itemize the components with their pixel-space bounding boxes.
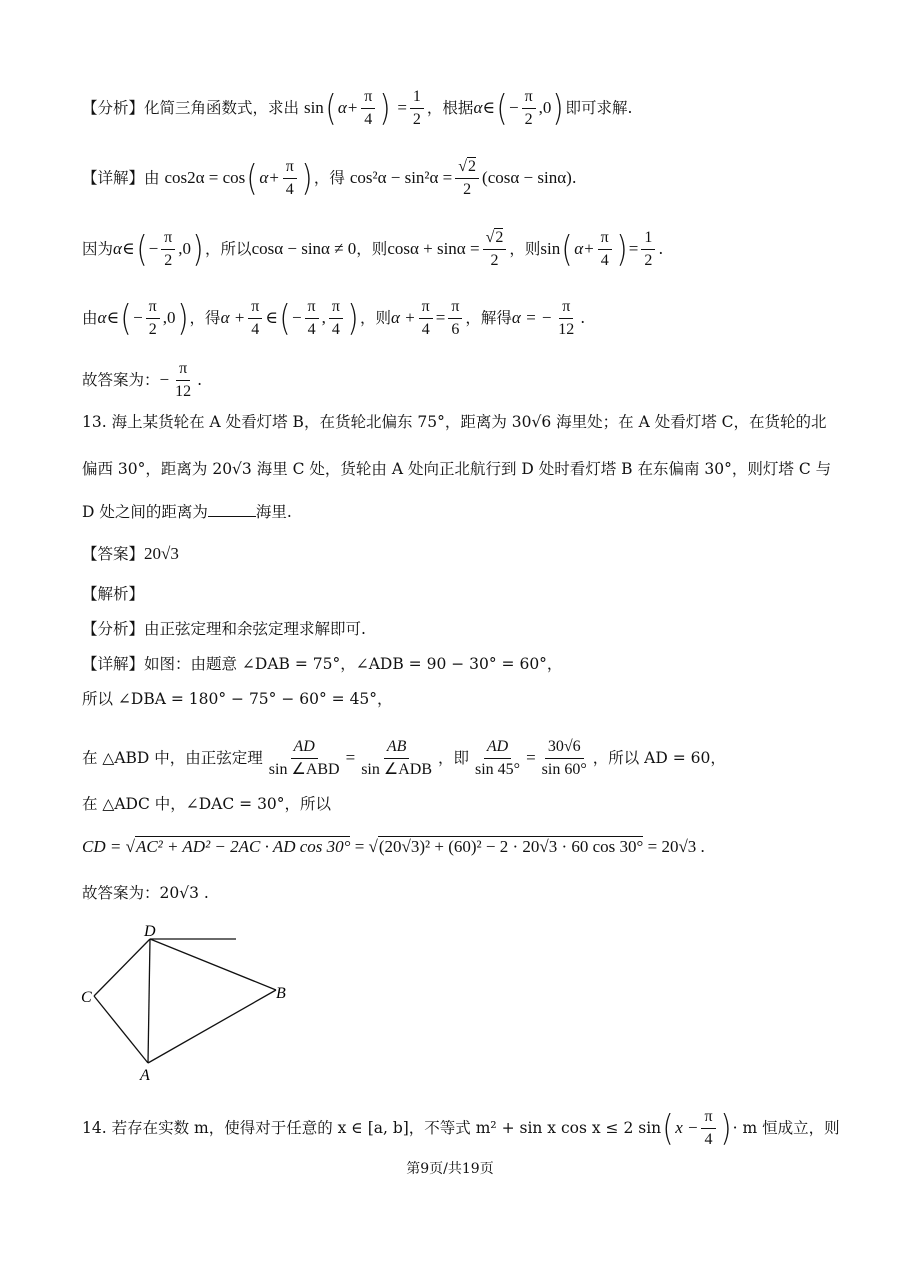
minus: −: [291, 307, 302, 327]
answer-12: [82, 360, 202, 402]
frac-num: √2: [483, 229, 507, 250]
frac-num: 1: [641, 229, 655, 250]
detail-13-line5: CD = √AC² + AD² − 2AC · AD cos 30° = √(20√3)² + (60)² − 2 · 20√3 · 60 cos 30° = 20√3 .: [82, 837, 705, 856]
analysis-tag: 【分析】: [82, 98, 145, 117]
zero: ,0: [178, 238, 191, 258]
q14-text: · m 恒成立，则: [732, 1118, 840, 1137]
frac-den: 4: [421, 321, 430, 339]
period: .: [658, 239, 664, 258]
q13-line1: 13. 海上某货轮在 A 处看灯塔 B，在货轮北偏东 75°，距离为 30√6 海里处；在 A 处看灯塔 C，在货轮的北: [82, 413, 827, 431]
right-paren: ): [347, 297, 359, 339]
analysis-text: 化简三角函数式，求出: [144, 98, 300, 117]
frac-num: AD: [484, 738, 511, 759]
frac-num: 1: [410, 88, 424, 109]
frac-den: 2: [164, 252, 173, 270]
frac-den: sin 45°: [475, 761, 521, 779]
detail-text: ，则: [509, 239, 541, 258]
detail-text: 在 △ABD 中，由正弦定理: [82, 748, 263, 767]
analysis-13: 【分析】由正弦定理和余弦定理求解即可.: [82, 620, 366, 638]
frac-num: π: [161, 229, 175, 250]
detail-13-line4: 在 △ADC 中，∠DAC = 30°，所以: [82, 795, 332, 813]
frac-num: AB: [384, 738, 410, 759]
alpha-plus: α +: [391, 307, 416, 327]
sqrt-expr-1: AC² + AD² − 2AC · AD cos 30°: [135, 837, 351, 856]
segment-AB: [148, 990, 276, 1063]
frac-den: 2: [644, 252, 653, 270]
pi-over-4: [305, 298, 319, 340]
frac-den: 2: [490, 252, 499, 270]
fraction-ad-sin-abd: [266, 738, 343, 780]
solution-tag: 【解析】: [82, 585, 145, 603]
pi-over-2: [522, 88, 536, 130]
frac-den: 4: [331, 321, 340, 339]
frac-den: 4: [600, 252, 609, 270]
segment-DA: [148, 939, 150, 1063]
alpha-in: α∈: [113, 238, 135, 258]
frac-den: 12: [558, 321, 575, 339]
fraction-ad-sin45: [472, 738, 523, 780]
pi-over-4: [361, 88, 375, 130]
right-paren: ): [192, 228, 204, 270]
left-paren: (: [120, 297, 132, 339]
period: .: [580, 308, 586, 327]
page-footer: 第9页/共19页: [406, 1161, 494, 1177]
left-paren: (: [662, 1107, 674, 1149]
pi-over-2: [161, 229, 175, 271]
element-of: ∈: [265, 307, 278, 327]
pi-over-4: [329, 298, 343, 340]
left-paren: (: [246, 157, 258, 199]
cd-eq: CD =: [82, 837, 126, 856]
sqrt2-over-2: [455, 158, 479, 200]
analysis-12: [82, 88, 632, 130]
equals: =: [397, 97, 407, 117]
pi-over-4: [598, 229, 612, 271]
q13-text: D 处之间的距离为: [82, 503, 208, 521]
frac-num: π: [329, 298, 343, 319]
frac-den: 4: [251, 321, 260, 339]
detail-13-line1: 【详解】如图：由题意 ∠DAB = 75°，∠ADB = 90 − 30° = 60°，: [82, 655, 563, 673]
frac-den: sin ∠ABD: [268, 761, 340, 779]
sin-text: sin: [540, 238, 561, 258]
equals: =: [350, 837, 369, 856]
right-paren: ): [616, 228, 628, 270]
sqrt-expr-2: (20√3)² + (60)² − 2 · 20√3 · 60 cos 30°: [378, 837, 644, 856]
cos-minus-sin-ne-0: cosα − sinα ≠ 0: [251, 238, 357, 258]
detail-text: ，得: [313, 168, 345, 187]
alpha-plus: α +: [220, 307, 246, 327]
pi-over-4: [248, 298, 262, 340]
frac-den: 2: [524, 111, 533, 129]
detail-tag: 【详解】: [82, 168, 145, 187]
answer-value: 20√3: [144, 544, 179, 563]
cos-minus-sin: (cosα − sinα): [482, 167, 572, 187]
detail-12-line3: [82, 298, 585, 340]
q13-line3: [82, 505, 292, 521]
detail-text: ，则: [356, 239, 388, 258]
frac-den: 12: [175, 383, 192, 401]
q14-line1: [82, 1108, 840, 1150]
pi-over-6: [448, 298, 462, 340]
segment-CA: [94, 996, 148, 1063]
frac-num: π: [176, 360, 190, 381]
detail-text: 因为: [82, 239, 114, 258]
frac-den: 4: [307, 321, 316, 339]
minus: −: [148, 238, 159, 258]
frac-den: 4: [285, 181, 294, 199]
fraction-ab-sin-adb: [358, 738, 435, 780]
detail-12-line2: [82, 229, 663, 271]
detail-text: ，即: [437, 748, 469, 767]
sqrt2-over-2: [483, 229, 507, 271]
alpha-eq: α = −: [511, 307, 553, 327]
analysis-text: 即可求解.: [565, 98, 633, 117]
frac-num: π: [419, 298, 433, 319]
minus: −: [509, 97, 519, 117]
detail-text: ，则: [359, 308, 391, 327]
detail-13-line3: [82, 738, 726, 780]
equals: =: [526, 747, 536, 767]
pi-over-4: [419, 298, 433, 340]
right-paren: ): [719, 1107, 732, 1149]
half: [410, 88, 424, 130]
equals: =: [435, 307, 446, 327]
left-paren: (: [496, 87, 508, 129]
frac-num: π: [598, 229, 612, 250]
detail-text: ，所以: [205, 239, 252, 258]
frac-den: 2: [463, 181, 472, 199]
label-D: D: [144, 923, 156, 940]
frac-den: 4: [704, 1131, 713, 1149]
right-paren: ): [301, 157, 313, 199]
analysis-text: ，根据: [426, 98, 474, 117]
frac-num: π: [361, 88, 375, 109]
period: .: [571, 168, 577, 187]
cos2-sin2-expr: cos²α − sin²α =: [349, 167, 453, 187]
equals: =: [628, 238, 639, 258]
minus: −: [133, 307, 143, 327]
answer-13: [82, 545, 179, 563]
zero: ,0: [538, 97, 552, 117]
minus: −: [159, 369, 170, 389]
cos2a-expr: cos2α = cos: [164, 167, 246, 187]
frac-num: π: [448, 298, 462, 319]
zero: ,0: [162, 307, 176, 327]
frac-den: sin ∠ADB: [361, 761, 432, 779]
detail-13-line2: 所以 ∠DBA = 180° − 75° − 60° = 45°，: [82, 690, 393, 708]
frac-num: π: [522, 88, 536, 109]
detail-text: ，解得: [465, 308, 512, 327]
pi-over-12: [555, 298, 577, 340]
left-paren: (: [325, 87, 337, 129]
result: = 20√3 .: [643, 837, 705, 856]
answer-blank: [208, 516, 256, 517]
right-paren: ): [552, 87, 565, 129]
frac-num: AD: [291, 738, 318, 759]
final-answer-13: 故答案为：20√3 .: [82, 884, 209, 902]
q14-text: 14. 若存在实数 m，使得对于任意的 x ∈ [a, b]，不等式 m² + sin x cos x ≤ 2 sin: [82, 1118, 662, 1137]
frac-num: π: [559, 298, 573, 319]
label-A: A: [140, 1067, 150, 1084]
q13-line2: 偏西 30°，距离为 20√3 海里 C 处，货轮由 A 处向正北航行到 D 处时看灯塔 B 在东偏南 30°，则灯塔 C 与: [82, 460, 832, 478]
x-minus: x −: [675, 1117, 699, 1137]
label-C: C: [81, 989, 92, 1006]
pi-over-2: [146, 298, 160, 340]
detail-text: ，得: [189, 308, 221, 327]
alpha-in: α∈: [473, 97, 495, 117]
fraction-30sqrt6-sin60: [539, 738, 590, 780]
geometry-figure: [76, 916, 316, 1086]
pi-over-4: [283, 158, 297, 200]
right-paren: ): [176, 297, 189, 339]
frac-den: 6: [451, 321, 460, 339]
frac-den: sin 60°: [541, 761, 587, 779]
label-B: B: [276, 985, 286, 1002]
frac-den: 2: [412, 111, 421, 129]
detail-12-line1: [82, 158, 577, 200]
answer-text: 故答案为：: [82, 370, 160, 389]
half: [641, 229, 655, 271]
detail-text: 由: [82, 308, 98, 327]
sqrt-arg: 2: [468, 158, 477, 175]
alpha-plus: α+: [574, 238, 595, 258]
alpha-in: α∈: [97, 307, 120, 327]
frac-num: π: [248, 298, 262, 319]
pi-over-12: [172, 360, 194, 402]
detail-text: ，所以 AD = 60，: [592, 748, 726, 767]
alpha-plus: α+: [259, 167, 280, 187]
frac-num: π: [146, 298, 160, 319]
frac-num: π: [283, 158, 297, 179]
frac-num: √2: [455, 158, 479, 179]
sin-text: sin: [303, 97, 324, 117]
left-paren: (: [561, 228, 573, 270]
frac-num: π: [305, 298, 319, 319]
period: .: [197, 370, 203, 389]
cos-plus-sin: cosα + sinα =: [387, 238, 480, 258]
equals: =: [345, 747, 356, 767]
left-paren: (: [279, 297, 291, 339]
frac-num: 30√6: [545, 738, 584, 759]
sqrt-arg: 2: [495, 229, 504, 246]
answer-tag: 【答案】: [82, 545, 145, 563]
frac-num: π: [701, 1108, 715, 1129]
frac-den: 4: [364, 111, 373, 129]
comma: ,: [321, 307, 326, 327]
right-paren: ): [379, 87, 391, 129]
left-paren: (: [135, 228, 148, 270]
q13-text: 海里.: [255, 503, 292, 521]
alpha-plus: α+: [337, 97, 359, 117]
segment-DC: [94, 939, 150, 996]
frac-den: 2: [148, 321, 157, 339]
pi-over-4: [701, 1108, 715, 1150]
segment-DB: [150, 939, 276, 990]
detail-text: 由: [144, 168, 160, 187]
